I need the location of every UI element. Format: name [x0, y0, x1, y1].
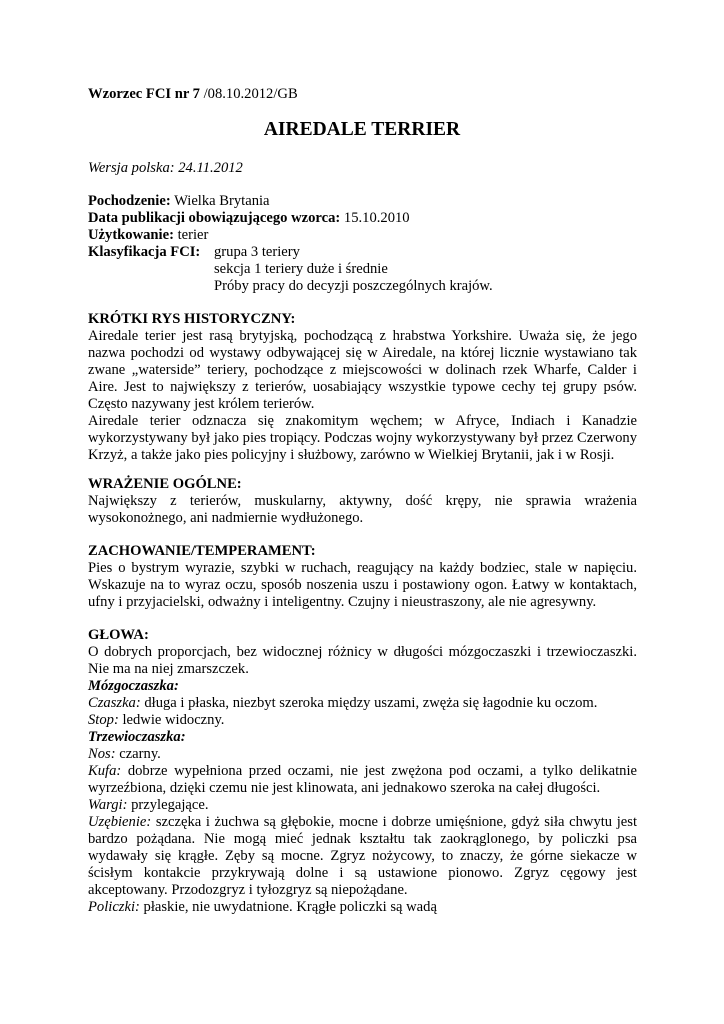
muzzle-label: Kufa: — [88, 763, 122, 779]
behaviour-heading: ZACHOWANIE/TEMPERAMENT: — [88, 543, 316, 559]
classification — [88, 244, 648, 295]
teeth-label: Uzębienie: — [88, 814, 152, 830]
lips-label: Wargi: — [88, 797, 128, 813]
skull-text: długa i płaska, niezbyt szeroka między uszami, zwęża się łagodnie ku oczom. — [140, 695, 598, 711]
usage-line — [88, 227, 648, 244]
history-paragraph-2: Airedale terier odznacza się znakomitym węchem; w Afryce, Indiach i Kanadzie wykorzystywany był jako pies tropiący. Podczas wojny wykorzystywany był przez Czerwony Krzyż, a także jako pies policyjny i służbowy, zarówno w Wielkiej Brytanii, jak i w Rosji. — [88, 413, 637, 463]
nose-line — [88, 746, 637, 763]
general-section — [88, 476, 637, 527]
stop-text: ledwie widoczny. — [118, 712, 225, 728]
history-heading: KRÓTKI RYS HISTORYCZNY: — [88, 311, 296, 327]
classification-label: Klasyfikacja FCI: — [88, 244, 201, 260]
pubdate-line — [88, 210, 648, 227]
head-heading: GŁOWA: — [88, 627, 149, 643]
general-paragraph: Największy z terierów, muskularny, aktywny, dość krępy, nie sprawia wrażenia wysokonożnego, ani nadmiernie wydłużonego. — [88, 493, 637, 526]
cheeks-text: płaskie, nie uwydatnione. Krągłe policzki są wadą — [139, 899, 437, 915]
classification-values — [214, 244, 493, 295]
facial-region-heading: Trzewioczaszka: — [88, 729, 186, 745]
breed-title: AIREDALE TERRIER — [263, 119, 461, 140]
usage-value: terier — [173, 227, 209, 243]
standard-number-bold: Wzorzec FCI nr 7 — [88, 86, 200, 102]
origin-line — [88, 193, 648, 210]
origin-value: Wielka Brytania — [170, 193, 270, 209]
standard-number-date: /08.10.2012/GB — [199, 86, 298, 102]
general-heading: WRAŻENIE OGÓLNE: — [88, 476, 242, 492]
pubdate-label: Data publikacji obowiązującego wzorca: — [88, 210, 341, 226]
history-paragraph-1: Airedale terier jest rasą brytyjską, pochodzącą z hrabstwa Yorkshire. Uważa się, że jego nazwa pochodzi od wystawy odbywającej się w Airedale, na której licznie wystawiano tak zwane „waterside” teriery, pochodzące z miejscowości w dolinach rzek Wharfe, Calder i Aire. Jest to największy z terierów, uosabiający wszystkie typowe cechy tej grupy psów. Często nazywany jest królem terierów. — [88, 328, 637, 412]
skull-line — [88, 695, 637, 712]
behaviour-paragraph: Pies o bystrym wyrazie, szybki w ruchach, reagujący na każdy bodziec, stale w napięciu. Wskazuje na to wyraz oczu, sposób noszenia uszu i postawiony ogon. Łatwy w kontaktach, ufny i przyjacielski, odważny i inteligentny. Czujny i nieustraszony, ale nie agresywny. — [88, 560, 637, 610]
behaviour-section — [88, 543, 637, 611]
meta-block — [88, 193, 648, 295]
nose-text: czarny. — [115, 746, 161, 762]
cheeks-line — [88, 899, 637, 916]
muzzle-text: dobrze wypełniona przed oczami, nie jest zwężona pod oczami, a tylko delikatnie wyrzeźbiona, dzięki czemu nie jest klinowata, ani jednakowo szeroka na całej długości. — [88, 763, 637, 796]
teeth-text: szczęka i żuchwa są głębokie, mocne i dobrze umięśnione, gdyż siła chwytu jest bardzo pożądana. Nie mogą mieć jednak kształtu tak zaokrąglonego, by policzki psa wydawały się krągłe. Zęby są mocne. Zgryz nożycowy, to znaczy, że górne siekacze w ścisłym kontakcie przykrywają dolne i są ustawione pionowo. Zgryz cęgowy jest akceptowany. Przodozgryz i tyłozgryz są niepożądane. — [88, 814, 637, 898]
origin-label: Pochodzenie: — [88, 193, 171, 209]
lips-line — [88, 797, 637, 814]
skull-label: Czaszka: — [88, 695, 141, 711]
history-section — [88, 311, 637, 464]
head-section — [88, 627, 637, 916]
pubdate-value: 15.10.2010 — [340, 210, 410, 226]
classification-section: sekcja 1 teriery duże i średnie — [214, 261, 388, 277]
usage-label: Użytkowanie: — [88, 227, 174, 243]
head-intro: O dobrych proporcjach, bez widocznej różnicy w długości mózgoczaszki i trzewioczaszki. Nie ma na niej zmarszczek. — [88, 644, 637, 677]
version-line: Wersja polska: 24.11.2012 — [88, 160, 243, 176]
lips-text: przylegające. — [127, 797, 209, 813]
standard-number — [88, 86, 298, 103]
cranial-region-heading: Mózgoczaszka: — [88, 678, 179, 694]
cheeks-label: Policzki: — [88, 899, 140, 915]
stop-line — [88, 712, 637, 729]
nose-label: Nos: — [88, 746, 116, 762]
classification-group: grupa 3 teriery — [214, 244, 300, 260]
stop-label: Stop: — [88, 712, 119, 728]
classification-trials: Próby pracy do decyzji poszczególnych krajów. — [214, 278, 493, 294]
teeth-line — [88, 814, 637, 899]
muzzle-line — [88, 763, 637, 797]
